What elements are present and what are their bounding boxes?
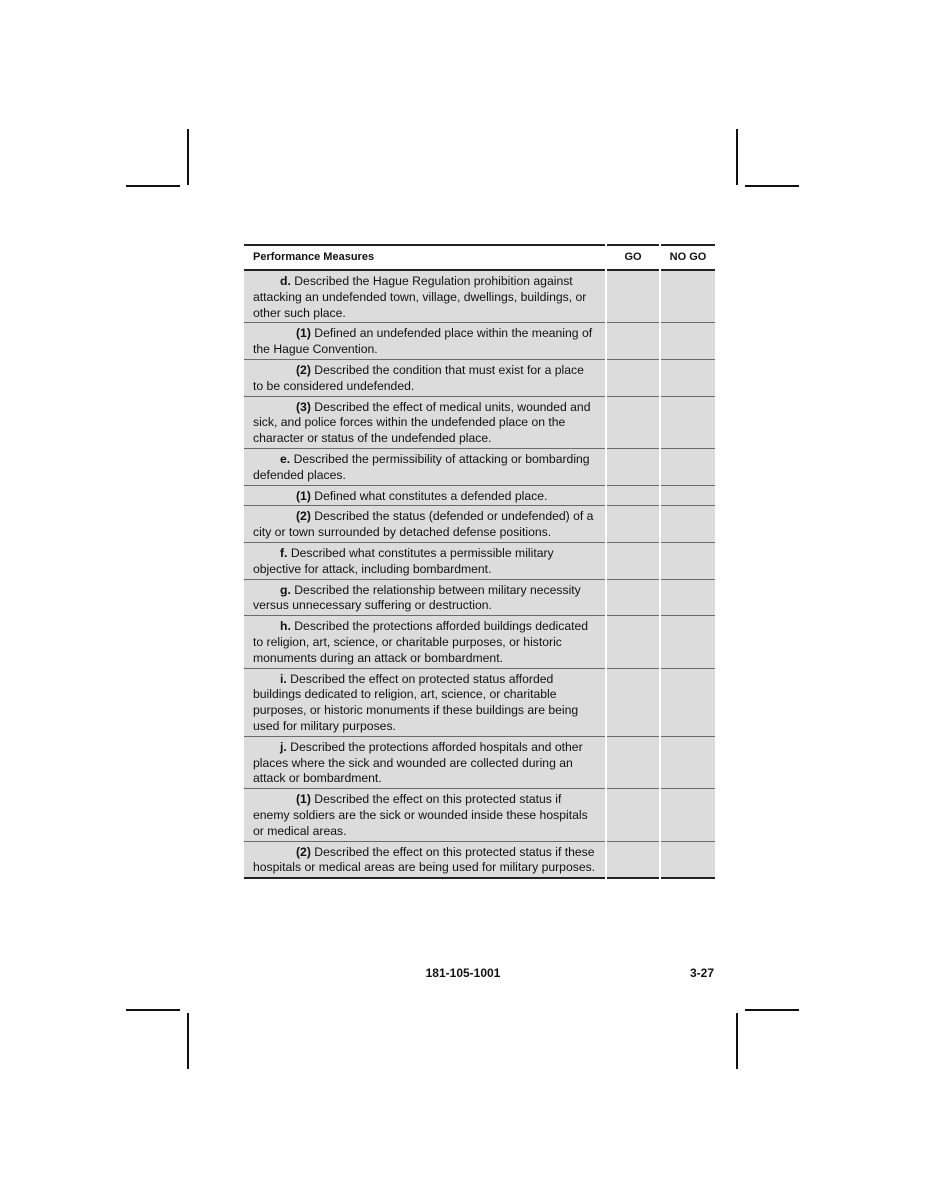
no-go-cell (660, 270, 715, 323)
go-cell (606, 506, 660, 543)
go-cell (606, 270, 660, 323)
performance-measures-header: Performance Measures (244, 245, 606, 270)
measure-text-cell (244, 841, 606, 878)
no-go-cell (660, 841, 715, 878)
measure-text: Described the Hague Regulation prohibition against attacking an undefended town, village, dwellings, buildings, or other such place. (253, 274, 587, 320)
crop-mark-top-right-vertical (736, 129, 738, 185)
measure-text: Described the relationship between military necessity versus unnecessary suffering or destruction. (253, 582, 581, 613)
measure-label: (2) (296, 844, 311, 859)
measure-text: Described the status (defended or undefended) of a city or town surrounded by detached defense positions. (253, 509, 594, 540)
table-header-row (244, 245, 715, 270)
no-go-cell (660, 396, 715, 448)
crop-mark-top-right-horizontal (745, 185, 799, 187)
measure-text-cell (244, 359, 606, 396)
measure-label: h. (280, 619, 291, 634)
crop-mark-bottom-left-horizontal (126, 1009, 180, 1011)
go-cell (606, 736, 660, 788)
crop-mark-bottom-right-vertical (736, 1013, 738, 1069)
measure-text-cell (244, 396, 606, 448)
go-cell (606, 448, 660, 485)
measure-text: Described the condition that must exist for a place to be considered undefended. (253, 362, 584, 393)
table-row (244, 579, 715, 616)
table-row (244, 542, 715, 579)
crop-mark-bottom-left-vertical (187, 1013, 189, 1069)
measure-text-cell (244, 616, 606, 668)
measure-label: (3) (296, 399, 311, 414)
table-row (244, 736, 715, 788)
go-cell (606, 789, 660, 841)
measure-text-cell (244, 579, 606, 616)
measure-label: (2) (296, 509, 311, 524)
go-cell (606, 616, 660, 668)
measure-label: f. (280, 545, 288, 560)
table-row (244, 396, 715, 448)
table-row (244, 359, 715, 396)
table-row (244, 506, 715, 543)
go-cell (606, 485, 660, 506)
go-cell (606, 396, 660, 448)
table-row (244, 448, 715, 485)
measure-text-cell (244, 323, 606, 360)
table-row (244, 668, 715, 736)
measure-text-cell (244, 506, 606, 543)
table-row (244, 841, 715, 878)
measure-text-cell (244, 448, 606, 485)
go-cell (606, 323, 660, 360)
go-cell (606, 579, 660, 616)
performance-measures-table (244, 244, 715, 879)
table-row (244, 323, 715, 360)
table-row (244, 789, 715, 841)
measure-text: Described the effect of medical units, wounded and sick, and police forces within the undefended place on the character or status of the undefended place. (253, 399, 591, 446)
crop-mark-top-left-horizontal (126, 185, 180, 187)
measure-label: d. (280, 274, 291, 288)
go-cell (606, 668, 660, 736)
no-go-cell (660, 579, 715, 616)
measure-text-cell (244, 485, 606, 506)
measure-text: Described the effect on this protected status if enemy soldiers are the sick or wounded inside these hospitals or medical areas. (253, 792, 588, 838)
no-go-cell (660, 323, 715, 360)
measure-label: i. (280, 671, 287, 686)
no-go-column-header: NO GO (660, 245, 715, 270)
no-go-cell (660, 736, 715, 788)
table-row (244, 616, 715, 668)
measure-text: Defined what constitutes a defended place. (314, 488, 548, 503)
go-cell (606, 359, 660, 396)
document-number: 181-105-1001 (425, 966, 501, 980)
measure-text: Described the permissibility of attacking or bombarding defended places. (253, 451, 590, 482)
measure-label: g. (280, 582, 291, 597)
measure-text: Described the protections afforded hospitals and other places where the sick and wounded are collected during an attack or bombardment. (253, 739, 583, 786)
no-go-cell (660, 448, 715, 485)
no-go-cell (660, 789, 715, 841)
measure-text: Defined an undefended place within the meaning of the Hague Convention. (253, 326, 593, 357)
measure-text-cell (244, 668, 606, 736)
no-go-cell (660, 485, 715, 506)
crop-mark-bottom-right-horizontal (745, 1009, 799, 1011)
measure-text: Described the effect on this protected status if these hospitals or medical areas are being used for military purposes. (253, 844, 596, 875)
measure-text: Described what constitutes a permissible military objective for attack, including bombardment. (253, 545, 554, 576)
measure-text: Described the effect on protected status afforded buildings dedicated to religion, art, science, or charitable purposes, or historic monuments if these buildings are being used for military purposes. (253, 671, 579, 733)
go-cell (606, 542, 660, 579)
measure-text-cell (244, 789, 606, 841)
go-cell (606, 841, 660, 878)
page-number: 3-27 (689, 966, 714, 980)
table-row (244, 485, 715, 506)
crop-mark-top-left-vertical (187, 129, 189, 185)
table-row (244, 270, 715, 323)
go-column-header: GO (606, 245, 660, 270)
measure-label: (1) (296, 326, 311, 341)
measure-label: j. (280, 739, 287, 754)
measure-label: (1) (296, 488, 311, 503)
no-go-cell (660, 542, 715, 579)
measure-text-cell (244, 270, 606, 323)
measure-label: (2) (296, 362, 311, 377)
no-go-cell (660, 668, 715, 736)
measure-label: (1) (296, 792, 311, 807)
measure-label: e. (280, 451, 291, 466)
no-go-cell (660, 506, 715, 543)
no-go-cell (660, 359, 715, 396)
measure-text-cell (244, 542, 606, 579)
measure-text: Described the protections afforded buildings dedicated to religion, art, science, or charitable purposes, or historic monuments during an attack or bombardment. (253, 619, 589, 665)
measure-text-cell (244, 736, 606, 788)
no-go-cell (660, 616, 715, 668)
